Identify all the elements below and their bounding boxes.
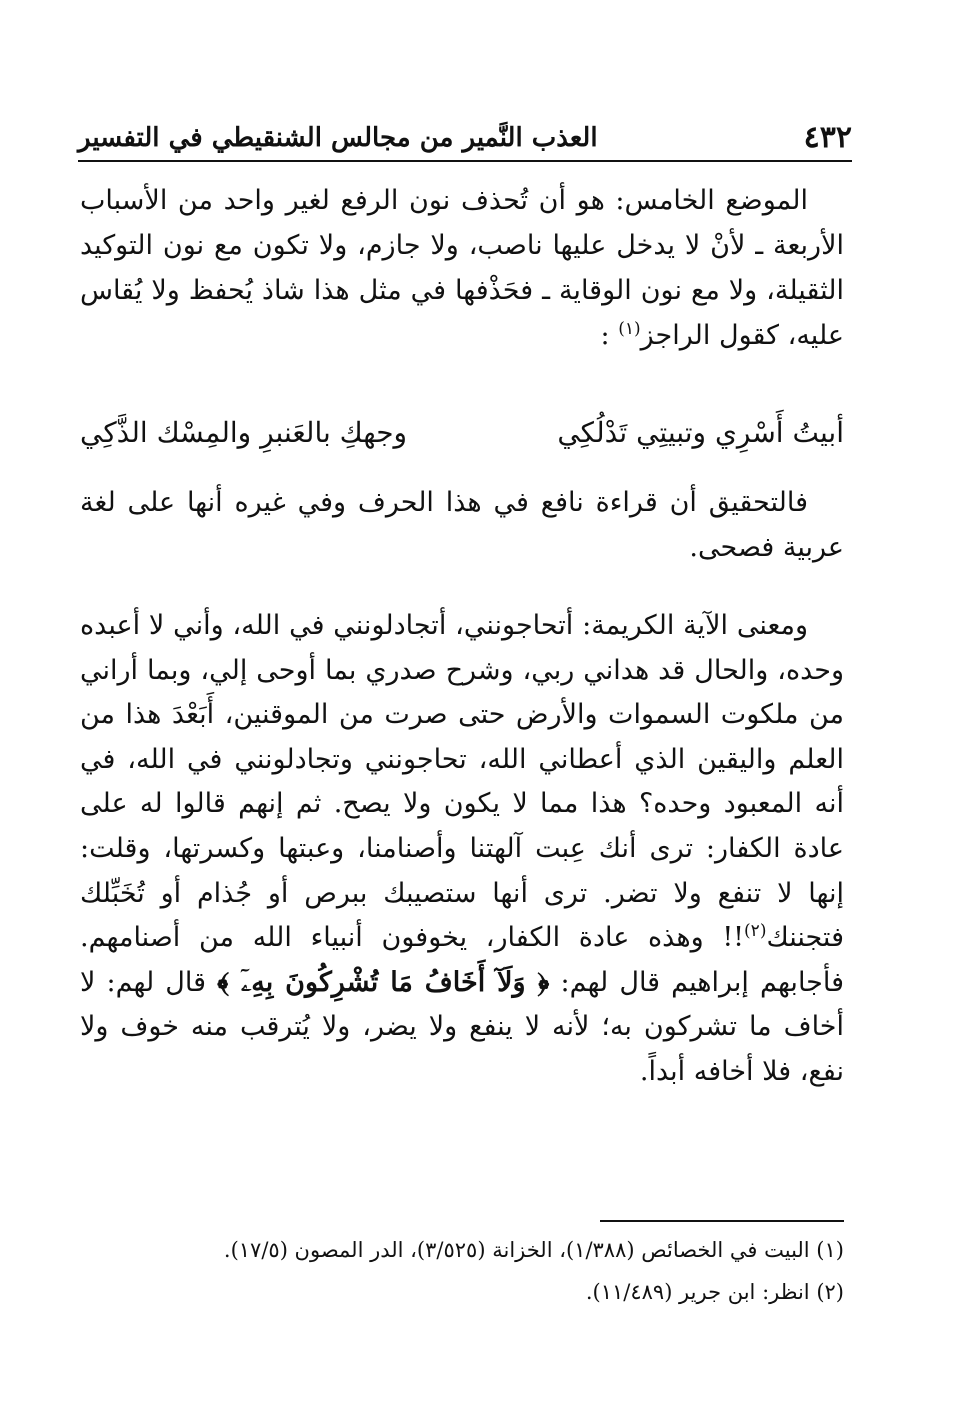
footnote-2: (٢) انظر: ابن جرير (١١/٤٨٩).	[585, 1280, 844, 1304]
poetry-verse	[80, 408, 844, 458]
paragraph-text: الموضع الخامس: هو أن تُحذف نون الرفع لغير واحد من الأسباب الأربعة ـ لأنْ لا يدخل عليها ناصب، ولا جازم، ولا تكون مع نون التوكيد الثقيلة، ولا مع نون الوقاية ـ فحَذْفها في مثل هذا شاذ يُحفظ ولا يُقاس عليه، كقول الراجز	[80, 185, 844, 351]
header-rule	[78, 160, 852, 162]
paragraph-fifth-position	[80, 178, 844, 358]
quran-quote: ﴿ وَلَآ أَخَافُ مَا تُشْرِكُونَ بِهِۦٓ ﴾	[217, 966, 550, 998]
footnote-rule	[600, 1220, 844, 1222]
paragraph-text-a: ومعنى الآية الكريمة: أتحاجونني، أتجادلونني في الله، وأني لا أعبده وحده، والحال قد هداني ربي، وشرح صدري بما أوحى إلي، وبما أراني من ملكوت السموات والأرض حتى صرت من الموقنين، أَبَعْدَ هذا من العلم واليقين الذي أعطاني الله، تحاجونني وتجادلونني في الله، في أنه المعبود وحده؟ هذا مما لا يكون ولا يصح. ثم إنهم قالوا له على عادة الكفار: ترى أنك عِبت آلهتنا وأصنامنا، وعبتها وكسرتها، وقلت: إنها لا تنفع ولا تضر. ترى أنها ستصيبك ببرص أو جُذام أو تُخَبِّلك فتجننك	[80, 610, 844, 954]
paragraph-conclusion	[80, 480, 844, 570]
paragraph-end: :	[600, 320, 610, 351]
paragraph-verse-meaning	[80, 604, 844, 1095]
page-number: ٤٣٢	[803, 120, 852, 155]
page-header	[78, 110, 852, 158]
footnote-ref-1: (١)	[618, 319, 641, 339]
paragraph-text-c: قال لهم: لا أخاف ما تشركون به؛ لأنه لا ينفع ولا يضر، ولا يُترقب منه خوف ولا نفع، فلا أخافه أبداً.	[80, 966, 844, 1087]
footnote-ref-2: (٢)	[744, 921, 767, 942]
running-title: العذب النَّمير من مجالس الشنقيطي في التفسير	[78, 123, 598, 153]
verse-second-hemistich: وجهكِ بالعَنبرِ والمِسْك الذَّكِي	[80, 416, 408, 449]
verse-first-hemistich: أبيتُ أَسْرِي وتبيتِي تَدْلُكِي	[557, 416, 844, 449]
footnotes	[80, 1232, 844, 1316]
paragraph-text: فالتحقيق أن قراءة نافع في هذا الحرف وفي غيره أنها على لغة عربية فصحى.	[80, 487, 844, 563]
footnote-1: (١) البيت في الخصائص (١/٣٨٨)، الخزانة (٣/٥٢٥)، الدر المصون (١٧/٥).	[223, 1238, 844, 1262]
paragraph-text-b: !! وهذه عادة الكفار، يخوفون أنبياء الله من أصنامهم. فأجابهم إبراهيم قال لهم:	[80, 922, 844, 998]
